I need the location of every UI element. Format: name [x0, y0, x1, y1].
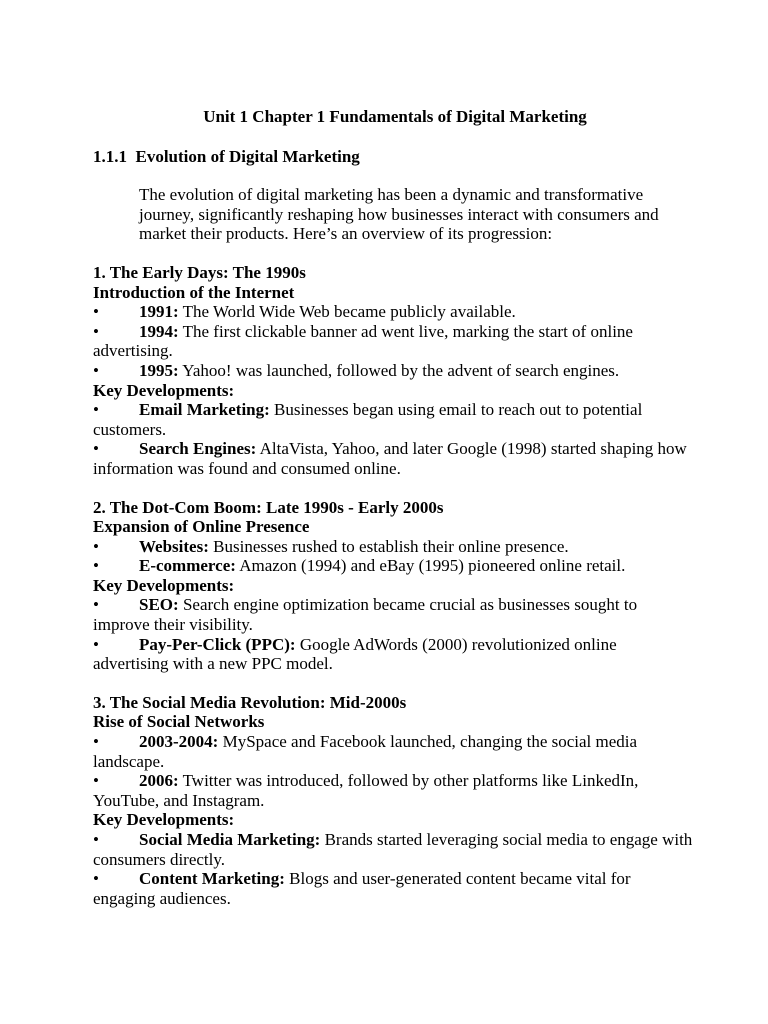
bullet-text: The first clickable banner ad went live, marking the start of online advertising. [93, 321, 633, 361]
group-heading: Key Developments: [93, 575, 235, 595]
bullet-term: Content Marketing: [139, 869, 285, 889]
document-page [93, 107, 693, 927]
bullet-text: Twitter was introduced, followed by other platforms like LinkedIn, YouTube, and Instagram. [93, 771, 639, 810]
bullet-text: The World Wide Web became publicly available. [178, 302, 516, 322]
bullet-text: Google AdWords (2000) revolutionized online advertising with a new PPC model. [93, 634, 617, 674]
bullet-item [93, 869, 693, 908]
section-2 [93, 498, 693, 674]
bullet-item [93, 771, 693, 810]
bullet-text: Yahoo! was launched, followed by the advent of search engines. [178, 360, 620, 380]
bullet-term: 1991: [139, 302, 179, 322]
group-heading: Introduction of the Internet [93, 282, 295, 302]
bullet-term: E-commerce: [139, 556, 236, 576]
section-3 [93, 693, 693, 909]
document-title: Unit 1 Chapter 1 Fundamentals of Digital Marketing [203, 107, 587, 126]
bullet-text: Blogs and user-generated content became vital for engaging audiences. [93, 869, 631, 908]
group-heading: Key Developments: [93, 810, 235, 830]
bullet-term: Pay-Per-Click (PPC): [139, 634, 296, 654]
bullet-text: Search engine optimization became crucial as businesses sought to improve their visibility. [93, 595, 638, 635]
bullet-icon: • [93, 634, 99, 654]
bullet-text: MySpace and Facebook launched, changing the social media landscape. [93, 732, 638, 771]
bullet-icon: • [93, 439, 99, 459]
bullet-text: Businesses began using email to reach out to potential customers. [93, 400, 643, 439]
bullet-term: 2006: [139, 771, 179, 791]
sections-container [93, 263, 693, 908]
bullet-text: AltaVista, Yahoo, and later Google (1998) started shaping how information was found and consumed online. [93, 439, 687, 478]
bullet-text: Amazon (1994) and eBay (1995) pioneered online retail. [235, 556, 626, 576]
bullet-icon: • [93, 360, 99, 380]
bullet-item [93, 595, 693, 634]
section-1 [93, 263, 693, 479]
bullet-icon: • [93, 732, 99, 752]
bullet-item [93, 830, 693, 869]
bullet-icon: • [93, 869, 99, 889]
group-heading: Key Developments: [93, 380, 235, 400]
intro-paragraph: The evolution of digital marketing has been a dynamic and transformative journey, significantly reshaping how businesses interact with consumers and market their products. Here’s an overview of its progression: [139, 185, 659, 244]
bullet-icon: • [93, 556, 99, 576]
group-heading: Rise of Social Networks [93, 712, 265, 732]
bullet-item [93, 361, 693, 381]
bullet-item [93, 556, 693, 576]
bullet-icon: • [93, 771, 99, 791]
bullet-item [93, 322, 693, 361]
bullet-text: Brands started leveraging social media to engage with consumers directly. [93, 830, 693, 869]
section-heading: 2. The Dot-Com Boom: Late 1990s - Early 2000s [93, 497, 444, 517]
bullet-term: 1995: [139, 360, 179, 380]
bullet-item [93, 732, 693, 771]
bullet-text: Businesses rushed to establish their online presence. [208, 536, 569, 556]
section-heading: 3. The Social Media Revolution: Mid-2000s [93, 692, 407, 712]
bullet-item [93, 635, 693, 674]
bullet-term: 2003-2004: [139, 732, 219, 752]
bullet-item [93, 302, 693, 322]
bullet-icon: • [93, 400, 99, 420]
bullet-icon: • [93, 302, 99, 322]
bullet-term: Websites: [139, 536, 209, 556]
group-heading: Expansion of Online Presence [93, 517, 310, 537]
bullet-icon: • [93, 321, 99, 341]
bullet-item [93, 439, 693, 478]
bullet-item [93, 400, 693, 439]
bullet-term: Search Engines: [139, 439, 257, 459]
bullet-term: Email Marketing: [139, 400, 270, 420]
bullet-icon: • [93, 536, 99, 556]
bullet-icon: • [93, 830, 99, 849]
bullet-item [93, 537, 693, 557]
section-heading: 1. The Early Days: The 1990s [93, 262, 306, 282]
subsection-heading: 1.1.1 Evolution of Digital Marketing [93, 146, 360, 166]
bullet-icon: • [93, 595, 99, 615]
bullet-term: SEO: [139, 595, 179, 615]
bullet-term: Social Media Marketing: [139, 830, 321, 849]
bullet-term: 1994: [139, 321, 179, 341]
